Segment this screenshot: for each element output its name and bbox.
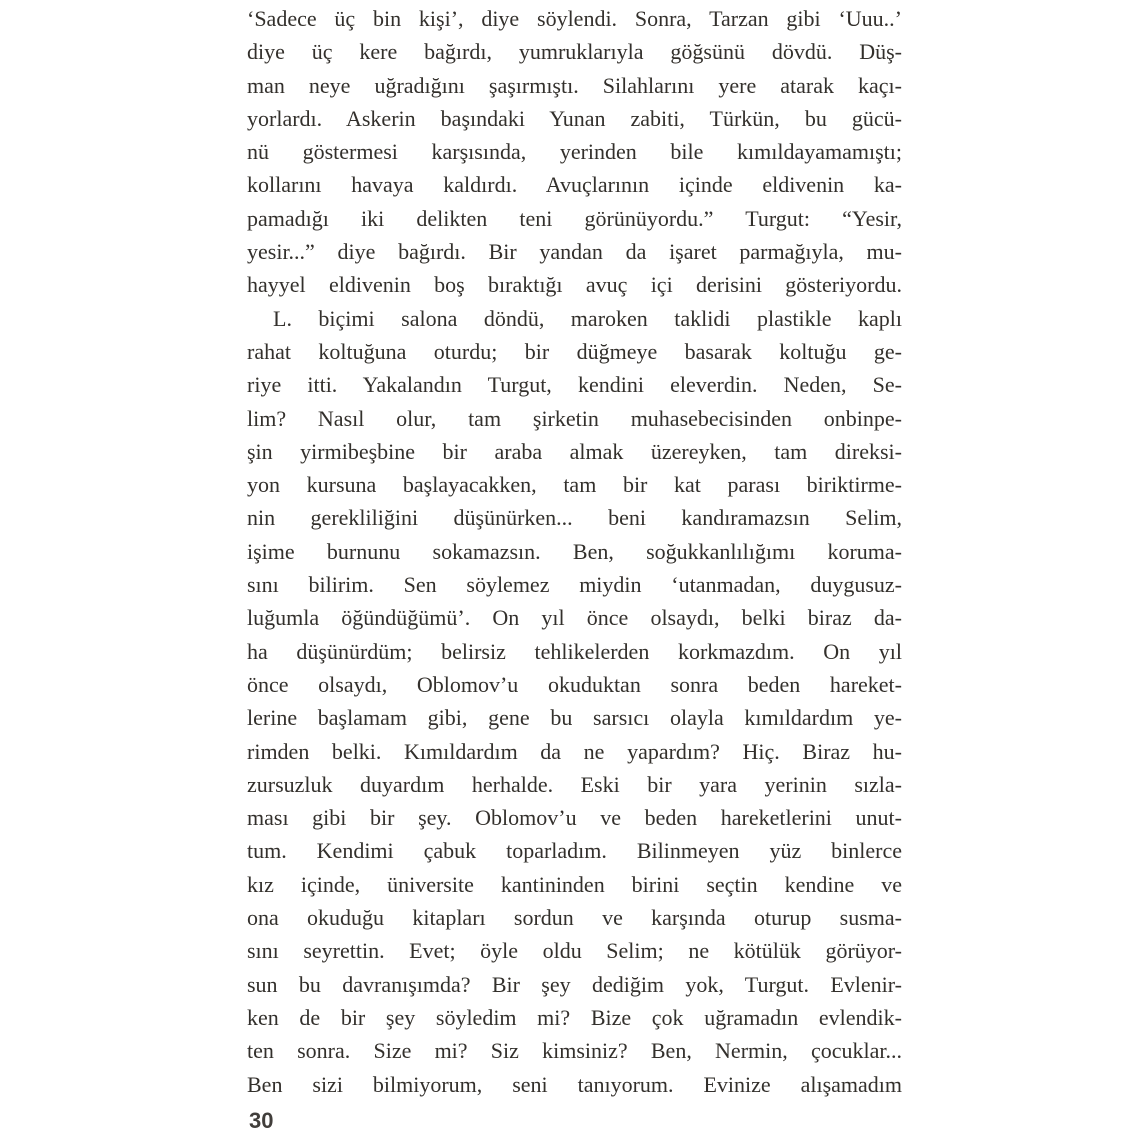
text-line: diye üç kere bağırdı, yumruklarıyla göğsünü dövdü. Düş- xyxy=(247,39,902,65)
text-line: ten sonra. Size mi? Siz kimsiniz? Ben, Nermin, çocuklar... xyxy=(247,1038,902,1064)
text-line: işime burnunu sokamazsın. Ben, soğukkanlılığımı koruma- xyxy=(247,538,902,564)
text-line: yon kursuna başlayacakken, tam bir kat parası biriktirme- xyxy=(247,472,902,498)
text-line: ‘Sadece üç bin kişi’, diye söylendi. Sonra, Tarzan gibi ‘Uuu..’ xyxy=(247,6,902,31)
text-line: kız içinde, üniversite kantininden birini seçtin kendine ve xyxy=(247,871,902,897)
text-line: rimden belki. Kımıldardım da ne yapardım? Hiç. Biraz hu- xyxy=(247,738,902,764)
text-line: zursuzluk duyardım herhalde. Eski bir yara yerinin sızla- xyxy=(247,771,902,797)
text-line: ha düşünürdüm; belirsiz tehlikelerden korkmazdım. On yıl xyxy=(247,638,902,664)
text-line: riye itti. Yakalandın Turgut, kendini eleverdin. Neden, Se- xyxy=(247,372,902,398)
page-number: 30 xyxy=(249,1108,274,1133)
text-line: sını seyrettin. Evet; öyle oldu Selim; ne kötülük görüyor- xyxy=(247,938,902,964)
text-line: ması gibi bir şey. Oblomov’u ve beden hareketlerini unut- xyxy=(247,805,902,831)
text-line: Ben sizi bilmiyorum, seni tanıyorum. Evinize alışamadım xyxy=(247,1071,902,1097)
text-line: şin yirmibeşbine bir araba almak üzereyken, tam direksi- xyxy=(247,438,902,464)
text-line: ken de bir şey söyledim mi? Bize çok uğramadın evlendik- xyxy=(247,1004,902,1030)
text-line: ona okuduğu kitapları sordun ve karşında oturup susma- xyxy=(247,905,902,931)
text-line: yesir...” diye bağırdı. Bir yandan da işaret parmağıyla, mu- xyxy=(247,239,902,265)
text-line: hayyel eldivenin boş bıraktığı avuç içi derisini gösteriyordu. xyxy=(247,272,902,298)
page-text xyxy=(247,2,902,1101)
text-line: nü göstermesi karşısında, yerinden bile kımıldayamamıştı; xyxy=(247,139,902,165)
text-line: kollarını havaya kaldırdı. Avuçlarının içinde eldivenin ka- xyxy=(247,172,902,198)
text-line: yorlardı. Askerin başındaki Yunan zabiti, Türkün, bu gücü- xyxy=(247,105,902,131)
text-line: lerine başlamam gibi, gene bu sarsıcı olayla kımıldardım ye- xyxy=(247,705,902,731)
text-line: L. biçimi salona döndü, maroken taklidi plastikle kaplı xyxy=(273,305,902,331)
text-line: önce olsaydı, Oblomov’u okuduktan sonra beden hareket- xyxy=(247,671,902,697)
text-line: lim? Nasıl olur, tam şirketin muhasebecisinden onbinpe- xyxy=(247,405,902,431)
text-line: nin gerekliliğini düşünürken... beni kandıramazsın Selim, xyxy=(247,505,902,531)
text-line: rahat koltuğuna oturdu; bir düğmeye basarak koltuğu ge- xyxy=(247,338,902,364)
text-line: man neye uğradığını şaşırmıştı. Silahlarını yere atarak kaçı- xyxy=(247,72,902,98)
text-line: sını bilirim. Sen söylemez miydin ‘utanmadan, duygusuz- xyxy=(247,572,902,598)
text-line: luğumla öğündüğümü’. On yıl önce olsaydı, belki biraz da- xyxy=(247,605,902,631)
text-line: tum. Kendimi çabuk toparladım. Bilinmeyen yüz binlerce xyxy=(247,838,902,864)
text-line: pamadığı iki delikten teni görünüyordu.” Turgut: “Yesir, xyxy=(247,205,902,231)
text-line: sun bu davranışımda? Bir şey dediğim yok, Turgut. Evlenir- xyxy=(247,971,902,997)
